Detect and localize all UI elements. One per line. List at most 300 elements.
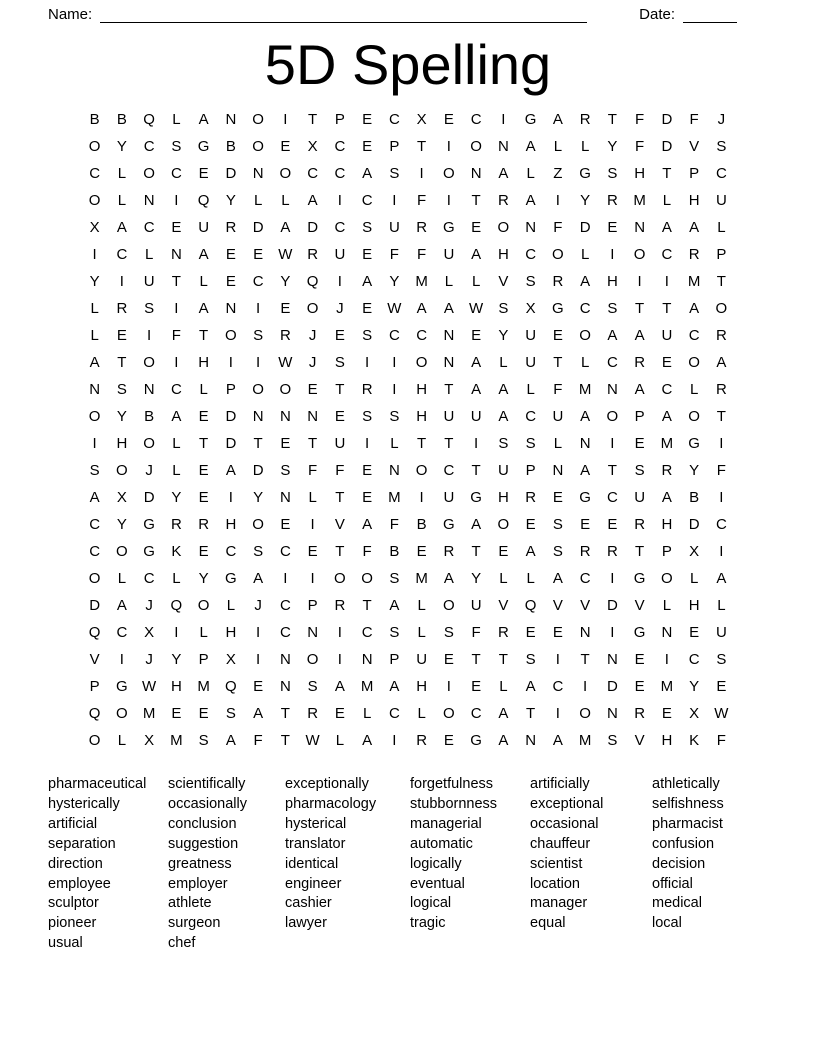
grid-cell-r18c1[interactable]: O (88, 570, 101, 587)
grid-cell-r23c8[interactable]: T (280, 705, 290, 722)
grid-cell-r19c24[interactable]: L (717, 597, 726, 614)
grid-cell-r15c8[interactable]: N (279, 489, 291, 506)
grid-cell-r11c19[interactable]: M (578, 381, 592, 398)
grid-cell-r15c6[interactable]: I (228, 489, 233, 506)
grid-cell-r17c12[interactable]: B (389, 543, 400, 560)
grid-cell-r18c3[interactable]: C (143, 570, 155, 587)
grid-cell-r18c20[interactable]: I (610, 570, 615, 587)
grid-cell-r9c12[interactable]: C (388, 327, 400, 344)
grid-cell-r17c17[interactable]: A (525, 543, 536, 560)
grid-cell-r15c9[interactable]: L (308, 489, 317, 506)
grid-cell-r21c12[interactable]: P (389, 651, 400, 668)
grid-cell-r1c20[interactable]: T (607, 111, 617, 128)
grid-cell-r14c2[interactable]: O (116, 462, 128, 479)
grid-cell-r3c18[interactable]: Z (553, 165, 563, 182)
grid-cell-r4c24[interactable]: U (715, 192, 727, 209)
grid-cell-r16c6[interactable]: H (225, 516, 237, 533)
grid-cell-r16c19[interactable]: E (580, 516, 591, 533)
grid-cell-r14c14[interactable]: C (443, 462, 455, 479)
grid-cell-r14c23[interactable]: Y (689, 462, 700, 479)
grid-cell-r5c13[interactable]: R (416, 219, 428, 236)
grid-cell-r21c11[interactable]: N (361, 651, 373, 668)
grid-cell-r1c7[interactable]: O (252, 111, 264, 128)
grid-cell-r24c14[interactable]: E (443, 732, 454, 749)
grid-cell-r2c15[interactable]: O (470, 138, 482, 155)
grid-cell-r16c21[interactable]: R (634, 516, 646, 533)
grid-cell-r24c4[interactable]: M (170, 732, 183, 749)
grid-cell-r7c19[interactable]: A (580, 273, 591, 290)
grid-cell-r17c23[interactable]: X (689, 543, 700, 560)
grid-cell-r5c2[interactable]: A (116, 219, 127, 236)
grid-cell-r4c19[interactable]: Y (580, 192, 591, 209)
grid-cell-r22c3[interactable]: W (142, 678, 157, 695)
grid-cell-r7c17[interactable]: S (525, 273, 536, 290)
grid-cell-r21c9[interactable]: O (306, 651, 319, 668)
grid-cell-r20c18[interactable]: E (552, 624, 563, 641)
grid-cell-r8c17[interactable]: X (525, 300, 536, 317)
grid-cell-r15c17[interactable]: R (525, 489, 537, 506)
grid-cell-r10c13[interactable]: O (415, 354, 428, 371)
grid-cell-r6c22[interactable]: C (661, 246, 673, 263)
grid-cell-r7c22[interactable]: I (664, 273, 669, 290)
grid-cell-r21c6[interactable]: X (225, 651, 236, 668)
grid-cell-r22c15[interactable]: E (471, 678, 482, 695)
grid-cell-r16c23[interactable]: D (688, 516, 700, 533)
grid-cell-r11c11[interactable]: R (361, 381, 373, 398)
date-input-line[interactable] (683, 6, 737, 23)
grid-cell-r3c15[interactable]: N (470, 165, 482, 182)
grid-cell-r18c21[interactable]: G (633, 570, 646, 587)
grid-cell-r12c17[interactable]: C (525, 408, 537, 425)
grid-cell-r8c12[interactable]: W (387, 300, 402, 317)
grid-cell-r13c10[interactable]: U (334, 435, 346, 452)
grid-cell-r15c10[interactable]: T (335, 489, 345, 506)
grid-cell-r4c1[interactable]: O (88, 192, 101, 209)
grid-cell-r12c20[interactable]: O (606, 408, 619, 425)
grid-cell-r24c20[interactable]: S (607, 732, 618, 749)
grid-cell-r6c6[interactable]: E (225, 246, 236, 263)
grid-cell-r10c1[interactable]: A (89, 354, 100, 371)
grid-cell-r22c4[interactable]: H (170, 678, 182, 695)
grid-cell-r7c20[interactable]: H (606, 273, 618, 290)
grid-cell-r9c18[interactable]: E (552, 327, 563, 344)
grid-cell-r4c3[interactable]: N (143, 192, 155, 209)
grid-cell-r24c13[interactable]: R (416, 732, 428, 749)
grid-cell-r7c7[interactable]: C (252, 273, 264, 290)
grid-cell-r17c6[interactable]: C (225, 543, 237, 560)
grid-cell-r6c12[interactable]: F (389, 246, 399, 263)
grid-cell-r1c21[interactable]: F (635, 111, 645, 128)
grid-cell-r21c18[interactable]: I (555, 651, 560, 668)
grid-cell-r12c13[interactable]: H (416, 408, 428, 425)
grid-cell-r10c6[interactable]: I (228, 354, 233, 371)
grid-cell-r17c10[interactable]: T (335, 543, 345, 560)
grid-cell-r5c24[interactable]: L (717, 219, 726, 236)
grid-cell-r22c9[interactable]: S (307, 678, 318, 695)
grid-cell-r20c3[interactable]: X (144, 624, 155, 641)
grid-cell-r2c13[interactable]: T (417, 138, 427, 155)
grid-cell-r23c10[interactable]: E (334, 705, 345, 722)
grid-cell-r15c18[interactable]: E (552, 489, 563, 506)
grid-cell-r7c13[interactable]: M (415, 273, 428, 290)
grid-cell-r11c24[interactable]: R (715, 381, 727, 398)
grid-cell-r3c20[interactable]: S (607, 165, 618, 182)
grid-cell-r15c1[interactable]: A (89, 489, 100, 506)
grid-cell-r24c22[interactable]: H (661, 732, 673, 749)
grid-cell-r17c19[interactable]: R (579, 543, 591, 560)
grid-cell-r21c24[interactable]: S (716, 651, 727, 668)
grid-cell-r9c8[interactable]: R (279, 327, 291, 344)
grid-cell-r23c11[interactable]: L (362, 705, 372, 722)
grid-cell-r4c7[interactable]: L (253, 192, 263, 209)
grid-cell-r4c14[interactable]: I (446, 192, 451, 209)
grid-cell-r13c16[interactable]: S (498, 435, 509, 452)
grid-cell-r14c18[interactable]: N (552, 462, 564, 479)
grid-cell-r13c5[interactable]: T (199, 435, 209, 452)
grid-cell-r3c21[interactable]: H (634, 165, 646, 182)
grid-cell-r4c16[interactable]: R (497, 192, 509, 209)
grid-cell-r18c19[interactable]: C (579, 570, 591, 587)
grid-cell-r3c7[interactable]: N (252, 165, 264, 182)
grid-cell-r13c7[interactable]: T (253, 435, 263, 452)
grid-cell-r12c6[interactable]: D (225, 408, 237, 425)
grid-cell-r7c15[interactable]: L (471, 273, 481, 290)
grid-cell-r20c7[interactable]: I (256, 624, 261, 641)
grid-cell-r16c17[interactable]: E (525, 516, 536, 533)
grid-cell-r17c1[interactable]: C (89, 543, 101, 560)
grid-cell-r8c20[interactable]: S (607, 300, 618, 317)
grid-cell-r19c1[interactable]: D (89, 597, 101, 614)
grid-cell-r9c15[interactable]: E (471, 327, 482, 344)
grid-cell-r16c5[interactable]: R (198, 516, 210, 533)
grid-cell-r9c10[interactable]: E (334, 327, 345, 344)
grid-cell-r18c5[interactable]: Y (198, 570, 209, 587)
grid-cell-r5c3[interactable]: C (143, 219, 155, 236)
grid-cell-r2c14[interactable]: I (446, 138, 451, 155)
grid-cell-r20c24[interactable]: U (715, 624, 727, 641)
grid-cell-r13c4[interactable]: L (172, 435, 181, 452)
grid-cell-r6c17[interactable]: C (525, 246, 537, 263)
grid-cell-r23c21[interactable]: R (634, 705, 646, 722)
grid-cell-r3c2[interactable]: L (117, 165, 127, 182)
grid-cell-r15c2[interactable]: X (116, 489, 127, 506)
grid-cell-r6c21[interactable]: O (633, 246, 646, 263)
grid-cell-r17c15[interactable]: T (471, 543, 481, 560)
grid-cell-r20c6[interactable]: H (225, 624, 237, 641)
grid-cell-r10c23[interactable]: O (688, 354, 700, 371)
grid-cell-r14c3[interactable]: J (145, 462, 153, 479)
grid-cell-r24c18[interactable]: A (552, 732, 563, 749)
grid-cell-r10c4[interactable]: I (174, 354, 179, 371)
grid-cell-r13c24[interactable]: I (719, 435, 724, 452)
grid-cell-r15c13[interactable]: I (419, 489, 424, 506)
grid-cell-r24c8[interactable]: T (280, 732, 290, 749)
grid-cell-r22c16[interactable]: L (499, 678, 508, 695)
grid-cell-r17c3[interactable]: G (143, 543, 155, 560)
grid-cell-r8c24[interactable]: O (715, 300, 728, 317)
grid-cell-r9c5[interactable]: T (199, 327, 209, 344)
grid-cell-r5c18[interactable]: F (553, 219, 563, 236)
grid-cell-r9c7[interactable]: S (253, 327, 264, 344)
grid-cell-r3c9[interactable]: C (307, 165, 319, 182)
grid-cell-r13c22[interactable]: M (660, 435, 674, 452)
grid-cell-r14c7[interactable]: D (252, 462, 264, 479)
grid-cell-r14c19[interactable]: A (580, 462, 591, 479)
grid-cell-r21c1[interactable]: V (89, 651, 100, 668)
grid-cell-r19c22[interactable]: L (662, 597, 672, 614)
grid-cell-r20c21[interactable]: G (633, 624, 646, 641)
grid-cell-r23c23[interactable]: X (689, 705, 700, 722)
grid-cell-r13c9[interactable]: T (308, 435, 318, 452)
grid-cell-r8c16[interactable]: S (498, 300, 509, 317)
grid-cell-r19c23[interactable]: H (688, 597, 700, 614)
grid-cell-r23c7[interactable]: A (253, 705, 264, 722)
grid-cell-r19c8[interactable]: C (279, 597, 291, 614)
grid-cell-r2c4[interactable]: S (171, 138, 182, 155)
grid-cell-r2c9[interactable]: X (307, 138, 318, 155)
grid-cell-r7c24[interactable]: T (716, 273, 726, 290)
grid-cell-r13c15[interactable]: I (474, 435, 479, 452)
grid-cell-r11c8[interactable]: O (279, 381, 292, 398)
grid-cell-r2c3[interactable]: C (143, 138, 155, 155)
grid-cell-r10c18[interactable]: T (553, 354, 563, 371)
grid-cell-r14c8[interactable]: S (280, 462, 291, 479)
grid-cell-r4c5[interactable]: Q (197, 192, 210, 209)
grid-cell-r16c13[interactable]: B (416, 516, 427, 533)
grid-cell-r4c4[interactable]: I (174, 192, 179, 209)
grid-cell-r1c1[interactable]: B (89, 111, 100, 128)
grid-cell-r23c16[interactable]: A (498, 705, 509, 722)
grid-cell-r6c18[interactable]: O (552, 246, 564, 263)
grid-cell-r7c18[interactable]: R (552, 273, 564, 290)
grid-cell-r7c4[interactable]: T (171, 273, 181, 290)
grid-cell-r20c15[interactable]: F (471, 624, 481, 641)
grid-cell-r8c4[interactable]: I (174, 300, 179, 317)
grid-cell-r18c16[interactable]: L (499, 570, 508, 587)
grid-cell-r11c23[interactable]: L (689, 381, 699, 398)
grid-cell-r15c23[interactable]: B (689, 489, 700, 506)
grid-cell-r13c8[interactable]: E (280, 435, 291, 452)
grid-cell-r4c13[interactable]: F (417, 192, 427, 209)
grid-cell-r19c7[interactable]: J (254, 597, 262, 614)
grid-cell-r23c3[interactable]: M (142, 705, 156, 722)
grid-cell-r13c23[interactable]: G (688, 435, 700, 452)
grid-cell-r6c9[interactable]: R (307, 246, 319, 263)
grid-cell-r4c17[interactable]: A (525, 192, 536, 209)
grid-cell-r14c5[interactable]: E (198, 462, 209, 479)
grid-cell-r8c6[interactable]: N (225, 300, 237, 317)
grid-cell-r24c17[interactable]: N (525, 732, 537, 749)
grid-cell-r14c9[interactable]: F (308, 462, 318, 479)
grid-cell-r15c24[interactable]: I (719, 489, 724, 506)
grid-cell-r7c21[interactable]: I (637, 273, 642, 290)
grid-cell-r11c21[interactable]: A (634, 381, 645, 398)
grid-cell-r19c6[interactable]: L (226, 597, 236, 614)
grid-cell-r1c8[interactable]: I (283, 111, 288, 128)
grid-cell-r12c4[interactable]: A (171, 408, 182, 425)
grid-cell-r1c2[interactable]: B (116, 111, 127, 128)
grid-cell-r19c17[interactable]: Q (524, 597, 537, 614)
grid-cell-r23c19[interactable]: O (579, 705, 591, 722)
grid-cell-r8c11[interactable]: E (362, 300, 373, 317)
grid-cell-r16c12[interactable]: F (389, 516, 399, 533)
grid-cell-r20c20[interactable]: I (610, 624, 615, 641)
grid-cell-r7c23[interactable]: M (687, 273, 701, 290)
grid-cell-r5c10[interactable]: C (334, 219, 346, 236)
grid-cell-r22c24[interactable]: E (716, 678, 727, 695)
grid-cell-r1c13[interactable]: X (416, 111, 427, 128)
grid-cell-r20c9[interactable]: N (307, 624, 319, 641)
grid-cell-r23c15[interactable]: C (470, 705, 482, 722)
grid-cell-r2c23[interactable]: V (689, 138, 700, 155)
grid-cell-r20c2[interactable]: C (116, 624, 128, 641)
grid-cell-r21c7[interactable]: I (256, 651, 261, 668)
grid-cell-r4c10[interactable]: I (337, 192, 342, 209)
grid-cell-r10c20[interactable]: C (606, 354, 618, 371)
name-input-line[interactable] (100, 6, 587, 23)
grid-cell-r11c6[interactable]: P (225, 381, 236, 398)
grid-cell-r18c4[interactable]: L (172, 570, 181, 587)
grid-cell-r14c11[interactable]: E (362, 462, 373, 479)
grid-cell-r20c13[interactable]: L (417, 624, 426, 641)
grid-cell-r20c19[interactable]: N (579, 624, 591, 641)
grid-cell-r14c12[interactable]: N (388, 462, 400, 479)
grid-cell-r11c4[interactable]: C (170, 381, 182, 398)
grid-cell-r20c11[interactable]: C (361, 624, 373, 641)
grid-cell-r10c8[interactable]: W (278, 354, 293, 371)
grid-cell-r7c6[interactable]: E (225, 273, 236, 290)
grid-cell-r1c11[interactable]: E (362, 111, 373, 128)
grid-cell-r8c23[interactable]: A (689, 300, 700, 317)
grid-cell-r13c12[interactable]: L (390, 435, 399, 452)
grid-cell-r8c13[interactable]: A (416, 300, 427, 317)
grid-cell-r13c20[interactable]: I (610, 435, 615, 452)
grid-cell-r9c1[interactable]: L (90, 327, 99, 344)
grid-cell-r2c19[interactable]: L (580, 138, 590, 155)
grid-cell-r8c21[interactable]: T (635, 300, 645, 317)
grid-cell-r11c18[interactable]: F (553, 381, 563, 398)
grid-cell-r12c22[interactable]: A (661, 408, 672, 425)
grid-cell-r18c10[interactable]: O (334, 570, 346, 587)
grid-cell-r16c18[interactable]: S (552, 516, 563, 533)
grid-cell-r2c20[interactable]: Y (607, 138, 618, 155)
grid-cell-r11c1[interactable]: N (89, 381, 101, 398)
grid-cell-r19c11[interactable]: T (362, 597, 372, 614)
grid-cell-r16c2[interactable]: Y (116, 516, 127, 533)
grid-cell-r22c23[interactable]: Y (689, 678, 700, 695)
grid-cell-r5c12[interactable]: U (388, 219, 400, 236)
grid-cell-r2c24[interactable]: S (716, 138, 727, 155)
grid-cell-r12c11[interactable]: S (362, 408, 373, 425)
grid-cell-r6c24[interactable]: P (716, 246, 727, 263)
grid-cell-r17c21[interactable]: T (635, 543, 645, 560)
grid-cell-r14c24[interactable]: F (716, 462, 726, 479)
grid-cell-r2c22[interactable]: D (661, 138, 673, 155)
grid-cell-r13c21[interactable]: E (634, 435, 645, 452)
grid-cell-r24c23[interactable]: K (689, 732, 700, 749)
grid-cell-r8c22[interactable]: T (662, 300, 672, 317)
grid-cell-r2c12[interactable]: P (389, 138, 400, 155)
grid-cell-r3c5[interactable]: E (198, 165, 209, 182)
grid-cell-r10c11[interactable]: I (365, 354, 370, 371)
grid-cell-r10c2[interactable]: T (117, 354, 127, 371)
grid-cell-r22c14[interactable]: I (446, 678, 451, 695)
grid-cell-r1c22[interactable]: D (661, 111, 673, 128)
grid-cell-r17c2[interactable]: O (116, 543, 128, 560)
grid-cell-r17c9[interactable]: E (307, 543, 318, 560)
grid-cell-r11c2[interactable]: S (116, 381, 127, 398)
grid-cell-r2c10[interactable]: C (334, 138, 346, 155)
grid-cell-r2c2[interactable]: Y (116, 138, 127, 155)
grid-cell-r4c21[interactable]: M (633, 192, 646, 209)
grid-cell-r17c11[interactable]: F (362, 543, 372, 560)
grid-cell-r2c6[interactable]: B (225, 138, 236, 155)
grid-cell-r7c2[interactable]: I (119, 273, 124, 290)
grid-cell-r5c8[interactable]: A (280, 219, 291, 236)
grid-cell-r14c22[interactable]: R (661, 462, 673, 479)
grid-cell-r22c5[interactable]: M (197, 678, 210, 695)
grid-cell-r15c22[interactable]: A (661, 489, 672, 506)
grid-cell-r15c11[interactable]: E (362, 489, 373, 506)
grid-cell-r24c15[interactable]: G (470, 732, 482, 749)
grid-cell-r20c17[interactable]: E (525, 624, 536, 641)
grid-cell-r5c6[interactable]: R (225, 219, 237, 236)
grid-cell-r10c14[interactable]: N (443, 354, 455, 371)
grid-cell-r4c15[interactable]: T (471, 192, 481, 209)
grid-cell-r9c16[interactable]: Y (498, 327, 509, 344)
grid-cell-r6c15[interactable]: A (471, 246, 482, 263)
grid-cell-r2c7[interactable]: O (252, 138, 264, 155)
grid-cell-r16c24[interactable]: C (715, 516, 727, 533)
grid-cell-r3c1[interactable]: C (89, 165, 101, 182)
grid-cell-r22c12[interactable]: A (389, 678, 400, 695)
grid-cell-r12c19[interactable]: A (580, 408, 591, 425)
grid-cell-r9c11[interactable]: S (362, 327, 373, 344)
grid-cell-r10c12[interactable]: I (392, 354, 397, 371)
grid-cell-r24c19[interactable]: M (578, 732, 592, 749)
grid-cell-r17c14[interactable]: R (443, 543, 455, 560)
grid-cell-r8c18[interactable]: G (552, 300, 564, 317)
grid-cell-r15c21[interactable]: U (634, 489, 646, 506)
grid-cell-r24c11[interactable]: A (362, 732, 373, 749)
grid-cell-r15c4[interactable]: Y (171, 489, 182, 506)
grid-cell-r13c1[interactable]: I (92, 435, 97, 452)
grid-cell-r12c2[interactable]: Y (116, 408, 127, 425)
grid-cell-r3c4[interactable]: C (170, 165, 182, 182)
grid-cell-r20c12[interactable]: S (389, 624, 400, 641)
grid-cell-r3c11[interactable]: A (362, 165, 373, 182)
grid-cell-r5c22[interactable]: A (661, 219, 672, 236)
grid-cell-r10c7[interactable]: I (256, 354, 261, 371)
grid-cell-r1c14[interactable]: E (443, 111, 454, 128)
grid-cell-r19c20[interactable]: D (606, 597, 618, 614)
grid-cell-r23c9[interactable]: R (307, 705, 319, 722)
grid-cell-r11c3[interactable]: N (143, 381, 155, 398)
grid-cell-r4c12[interactable]: I (392, 192, 397, 209)
grid-cell-r6c1[interactable]: I (92, 246, 97, 263)
grid-cell-r2c16[interactable]: N (497, 138, 509, 155)
grid-cell-r3c8[interactable]: O (279, 165, 292, 182)
grid-cell-r6c13[interactable]: F (417, 246, 427, 263)
grid-cell-r19c3[interactable]: J (145, 597, 153, 614)
grid-cell-r4c8[interactable]: L (281, 192, 290, 209)
grid-cell-r13c14[interactable]: T (444, 435, 454, 452)
grid-cell-r19c12[interactable]: A (389, 597, 400, 614)
grid-cell-r7c16[interactable]: V (498, 273, 509, 290)
grid-cell-r22c19[interactable]: I (583, 678, 588, 695)
grid-cell-r18c22[interactable]: O (661, 570, 673, 587)
grid-cell-r18c14[interactable]: A (443, 570, 454, 587)
